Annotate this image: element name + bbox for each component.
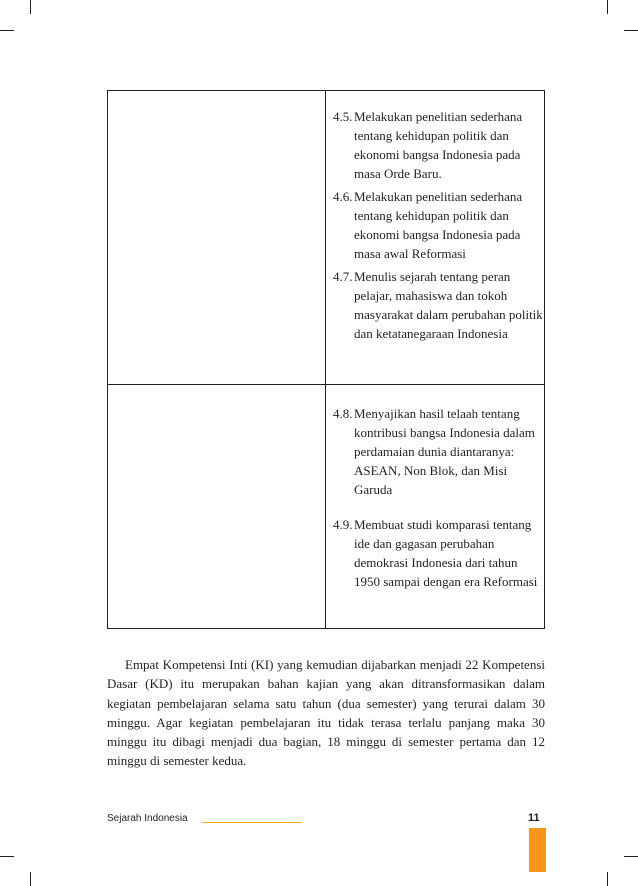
- body-paragraph-text: Empat Kompetensi Inti (KI) yang kemudian dijabarkan menjadi 22 Kompetensi Dasar (KD) itu merupakan bahan kajian yang akan ditransformasikan dalam kegiatan pembelajaran selama satu tahun (dua semester) yang terurai dalam 30 minggu. Agar kegiatan pembelajaran itu tidak terasa terlalu panjang maka 30 minggu itu dibagi menjadi dua bagian, 18 minggu di semester pertama dan 12 minggu di semester kedua.: [107, 657, 545, 769]
- competency-item: [333, 267, 543, 343]
- table-row-divider: [108, 384, 544, 385]
- competency-item: [333, 515, 543, 591]
- competency-item: [333, 107, 543, 183]
- crop-mark: [30, 872, 31, 886]
- competency-item: [333, 404, 543, 499]
- footer-rule: [202, 822, 302, 823]
- crop-mark: [0, 30, 14, 31]
- crop-mark: [607, 872, 608, 886]
- competency-text: Membuat studi komparasi tentang ide dan gagasan perubahan demokrasi Indonesia dari tahun 1950 sampai dengan era Reformasi: [354, 517, 538, 589]
- competency-number: 4.8.: [333, 406, 353, 421]
- body-paragraph: [107, 655, 545, 771]
- competency-item: [333, 187, 543, 263]
- competency-number: 4.6.: [333, 189, 353, 204]
- competency-table: [107, 90, 545, 629]
- competency-text: Melakukan penelitian sederhana tentang kehidupan politik dan ekonomi bangsa Indonesia pada masa Orde Baru.: [354, 109, 523, 181]
- page-tab-marker: [529, 828, 546, 872]
- competency-number: 4.5.: [333, 109, 353, 124]
- competency-text: Menulis sejarah tentang peran pelajar, mahasiswa dan tokoh masyarakat dalam perubahan politik dan ketatanegaraan Indonesia: [354, 269, 543, 341]
- competency-number: 4.7.: [333, 269, 353, 284]
- competency-text: Menyajikan hasil telaah tentang kontribusi bangsa Indonesia dalam perdamaian dunia diantaranya: ASEAN, Non Blok, dan Misi Garuda: [354, 406, 535, 497]
- competency-text: Melakukan penelitian sederhana tentang kehidupan politik dan ekonomi bangsa Indonesia pada masa awal Reformasi: [354, 189, 523, 261]
- footer-book-title: Sejarah Indonesia: [107, 813, 188, 824]
- crop-mark: [624, 856, 638, 857]
- crop-mark: [624, 30, 638, 31]
- crop-mark: [30, 0, 31, 14]
- page-number: 11: [528, 812, 540, 824]
- competency-number: 4.9.: [333, 517, 353, 532]
- crop-mark: [607, 0, 608, 14]
- crop-mark: [0, 856, 14, 857]
- table-column-divider: [325, 91, 326, 628]
